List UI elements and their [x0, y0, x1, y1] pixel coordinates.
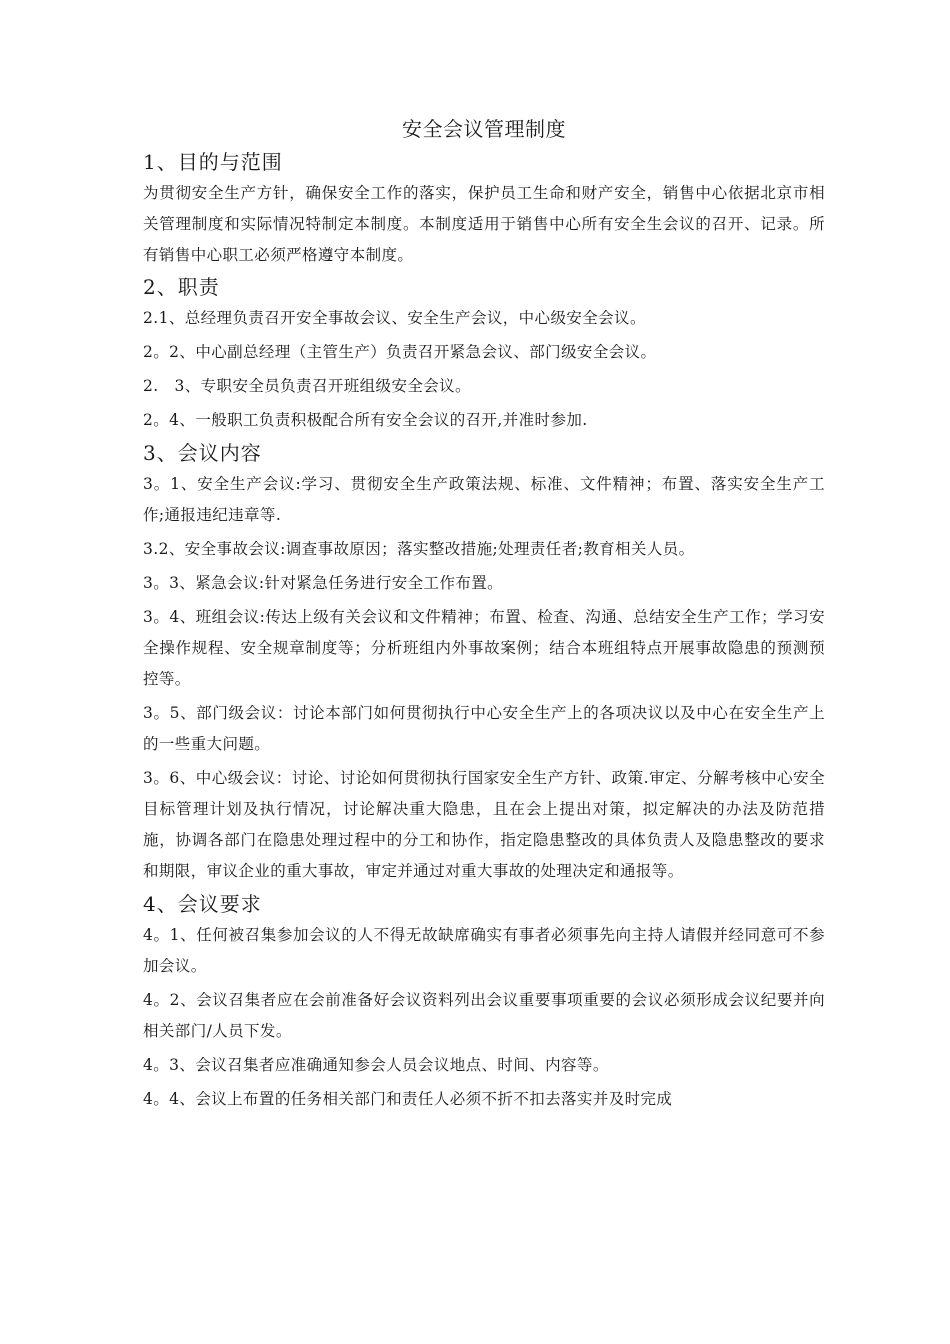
document-title: 安全会议管理制度	[402, 117, 566, 141]
list-item: 4。3、会议召集者应准确通知参会人员会议地点、时间、内容等。	[143, 1056, 609, 1074]
section-meeting-requirements	[143, 890, 825, 1115]
list-item: 3。1、安全生产会议:学习、贯彻安全生产政策法规、标准、文件精神；布置、落实安全生产工作;通报违纪违章等.	[143, 475, 825, 524]
list-item: 4。2、会议召集者应在会前准备好会议资料列出会议重要事项重要的会议必须形成会议纪要并向相关部门/人员下发。	[143, 991, 825, 1040]
list-item: 2。2、中心副总经理（主管生产）负责召开紧急会议、部门级安全会议。	[143, 343, 657, 361]
section-heading: 2、职责	[143, 275, 220, 299]
paragraph: 为贯彻安全生产方针，确保安全工作的落实，保护员工生命和财产安全，销售中心依据北京市相关管理制度和实际情况特制定本制度。本制度适用于销售中心所有安全生会议的召开、记录。所有销售中心职工必须严格遵守本制度。	[143, 184, 825, 264]
list-item: 3.2、安全事故会议:调查事故原因；落实整改措施;处理责任者;教育相关人员。	[143, 540, 695, 558]
section-heading: 1、目的与范围	[143, 150, 283, 174]
list-item: 3。4、班组会议:传达上级有关会议和文件精神；布置、检查、沟通、总结安全生产工作；学习安全操作规程、安全规章制度等；分析班组内外事故案例；结合本班组特点开展事故隐患的预测预控等。	[143, 608, 825, 688]
list-item: 2. 3、专职安全员负责召开班组级安全会议。	[143, 377, 471, 395]
list-item: 3。3、紧急会议:针对紧急任务进行安全工作布置。	[143, 574, 504, 592]
list-item: 2。4、一般职工负责积极配合所有安全会议的召开,并准时参加.	[143, 411, 588, 429]
section-meeting-content	[143, 439, 825, 887]
section-responsibilities	[143, 273, 825, 436]
section-heading: 4、会议要求	[143, 892, 262, 916]
list-item: 2.1、总经理负责召开安全事故会议、安全生产会议，中心级安全会议。	[143, 309, 646, 327]
list-item: 3。6、中心级会议：讨论、讨论如何贯彻执行国家安全生产方针、政策.审定、分解考核中心安全目标管理计划及执行情况，讨论解决重大隐患，且在会上提出对策，拟定解决的办法及防范措施，协调各部门在隐患处理过程中的分工和协作，指定隐患整改的具体负责人及隐患整改的要求和期限，审议企业的重大事故，审定并通过对重大事故的处理决定和通报等。	[143, 769, 825, 880]
section-heading: 3、会议内容	[143, 441, 262, 465]
section-purpose-scope	[143, 148, 825, 271]
document-body	[143, 114, 825, 1118]
list-item: 4。4、会议上布置的任务相关部门和责任人必须不折不扣去落实并及时完成	[143, 1090, 673, 1108]
list-item: 3。5、部门级会议：讨论本部门如何贯彻执行中心安全生产上的各项决议以及中心在安全生产上的一些重大问题。	[143, 704, 825, 753]
list-item: 4。1、任何被召集参加会议的人不得无故缺席确实有事者必须事先向主持人请假并经同意可不参加会议。	[143, 926, 825, 975]
